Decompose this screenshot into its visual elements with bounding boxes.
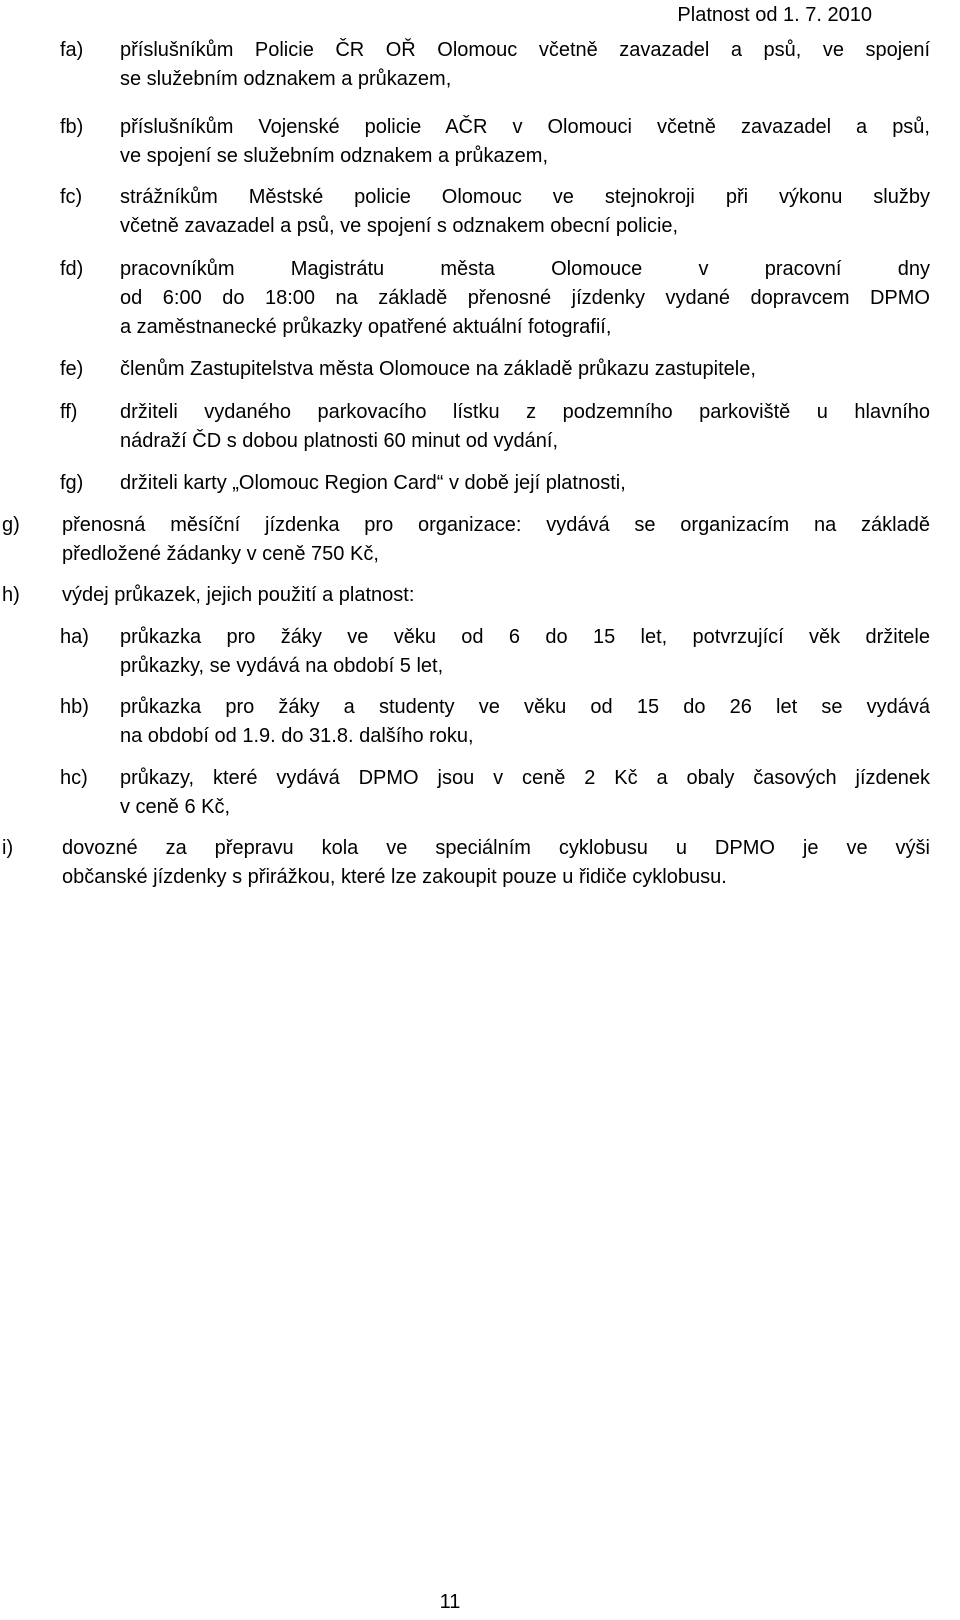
- item-line: v ceně 6 Kč,: [120, 796, 231, 818]
- item-text-hc: [120, 764, 930, 822]
- item-line: od 6:00 do 18:00 na základě přenosné jízdenky vydané dopravcem DPMO: [120, 287, 930, 309]
- item-line: příslušníkům Policie ČR OŘ Olomouc včetně zavazadel a psů, ve spojení: [120, 39, 930, 61]
- item-label-i: i): [2, 837, 14, 859]
- item-line: včetně zavazadel a psů, ve spojení s odznakem obecní policie,: [120, 215, 679, 237]
- item-line: ve spojení se služebním odznakem a průkazem,: [120, 145, 548, 167]
- item-line: členům Zastupitelstva města Olomouce na základě průkazu zastupitele,: [120, 358, 756, 380]
- item-text-fd: [120, 255, 930, 342]
- item-line: příslušníkům Vojenské policie AČR v Olomouci včetně zavazadel a psů,: [120, 116, 930, 138]
- item-line: strážníkům Městské policie Olomouc ve stejnokroji při výkonu služby: [120, 186, 930, 208]
- item-label-g: g): [2, 514, 20, 536]
- item-label-fa: fa): [60, 39, 84, 61]
- item-line: průkazka pro žáky a studenty ve věku od 15 do 26 let se vydává: [120, 696, 930, 718]
- item-line: nádraží ČD s dobou platnosti 60 minut od vydání,: [120, 430, 559, 452]
- item-line: a zaměstnanecké průkazky opatřené aktuální fotografií,: [120, 316, 612, 338]
- item-label-h: h): [2, 584, 20, 606]
- item-line: přenosná měsíční jízdenka pro organizace: vydává se organizacím na základě: [62, 514, 930, 536]
- item-line: pracovníkům Magistrátu města Olomouce v pracovní dny: [120, 258, 930, 280]
- item-line: na období od 1.9. do 31.8. dalšího roku,: [120, 725, 474, 747]
- item-text-fg: [120, 469, 930, 498]
- item-label-fe: fe): [60, 358, 84, 380]
- item-text-fc: [120, 183, 930, 241]
- validity-header: Platnost od 1. 7. 2010: [677, 4, 872, 26]
- item-label-fg: fg): [60, 472, 84, 494]
- item-text-fa: [120, 36, 930, 94]
- item-line: průkazky, se vydává na období 5 let,: [120, 655, 444, 677]
- item-label-hc: hc): [60, 767, 88, 789]
- item-line: dovozné za přepravu kola ve speciálním cyklobusu u DPMO je ve výši: [62, 837, 930, 859]
- item-text-h: [62, 581, 930, 610]
- item-label-fb: fb): [60, 116, 84, 138]
- item-text-i: [62, 834, 930, 892]
- item-label-hb: hb): [60, 696, 89, 718]
- item-text-ha: [120, 623, 930, 681]
- item-line: držiteli vydaného parkovacího lístku z podzemního parkoviště u hlavního: [120, 401, 930, 423]
- item-line: se služebním odznakem a průkazem,: [120, 68, 452, 90]
- item-line: průkazka pro žáky ve věku od 6 do 15 let, potvrzující věk držitele: [120, 626, 930, 648]
- item-text-hb: [120, 693, 930, 751]
- item-text-fb: [120, 113, 930, 171]
- item-line: občanské jízdenky s přirážkou, které lze zakoupit pouze u řidiče cyklobusu.: [62, 866, 727, 888]
- item-text-g: [62, 511, 930, 569]
- item-line: průkazy, které vydává DPMO jsou v ceně 2 Kč a obaly časových jízdenek: [120, 767, 930, 789]
- item-line: držiteli karty „Olomouc Region Card“ v době její platnosti,: [120, 472, 626, 494]
- item-text-fe: [120, 355, 930, 384]
- item-label-ha: ha): [60, 626, 89, 648]
- item-label-fc: fc): [60, 186, 83, 208]
- item-text-ff: [120, 398, 930, 456]
- item-line: předložené žádanky v ceně 750 Kč,: [62, 543, 379, 565]
- page-number: 11: [439, 1591, 461, 1613]
- item-label-ff: ff): [60, 401, 78, 423]
- item-label-fd: fd): [60, 258, 84, 280]
- item-line: výdej průkazek, jejich použití a platnost:: [62, 584, 415, 606]
